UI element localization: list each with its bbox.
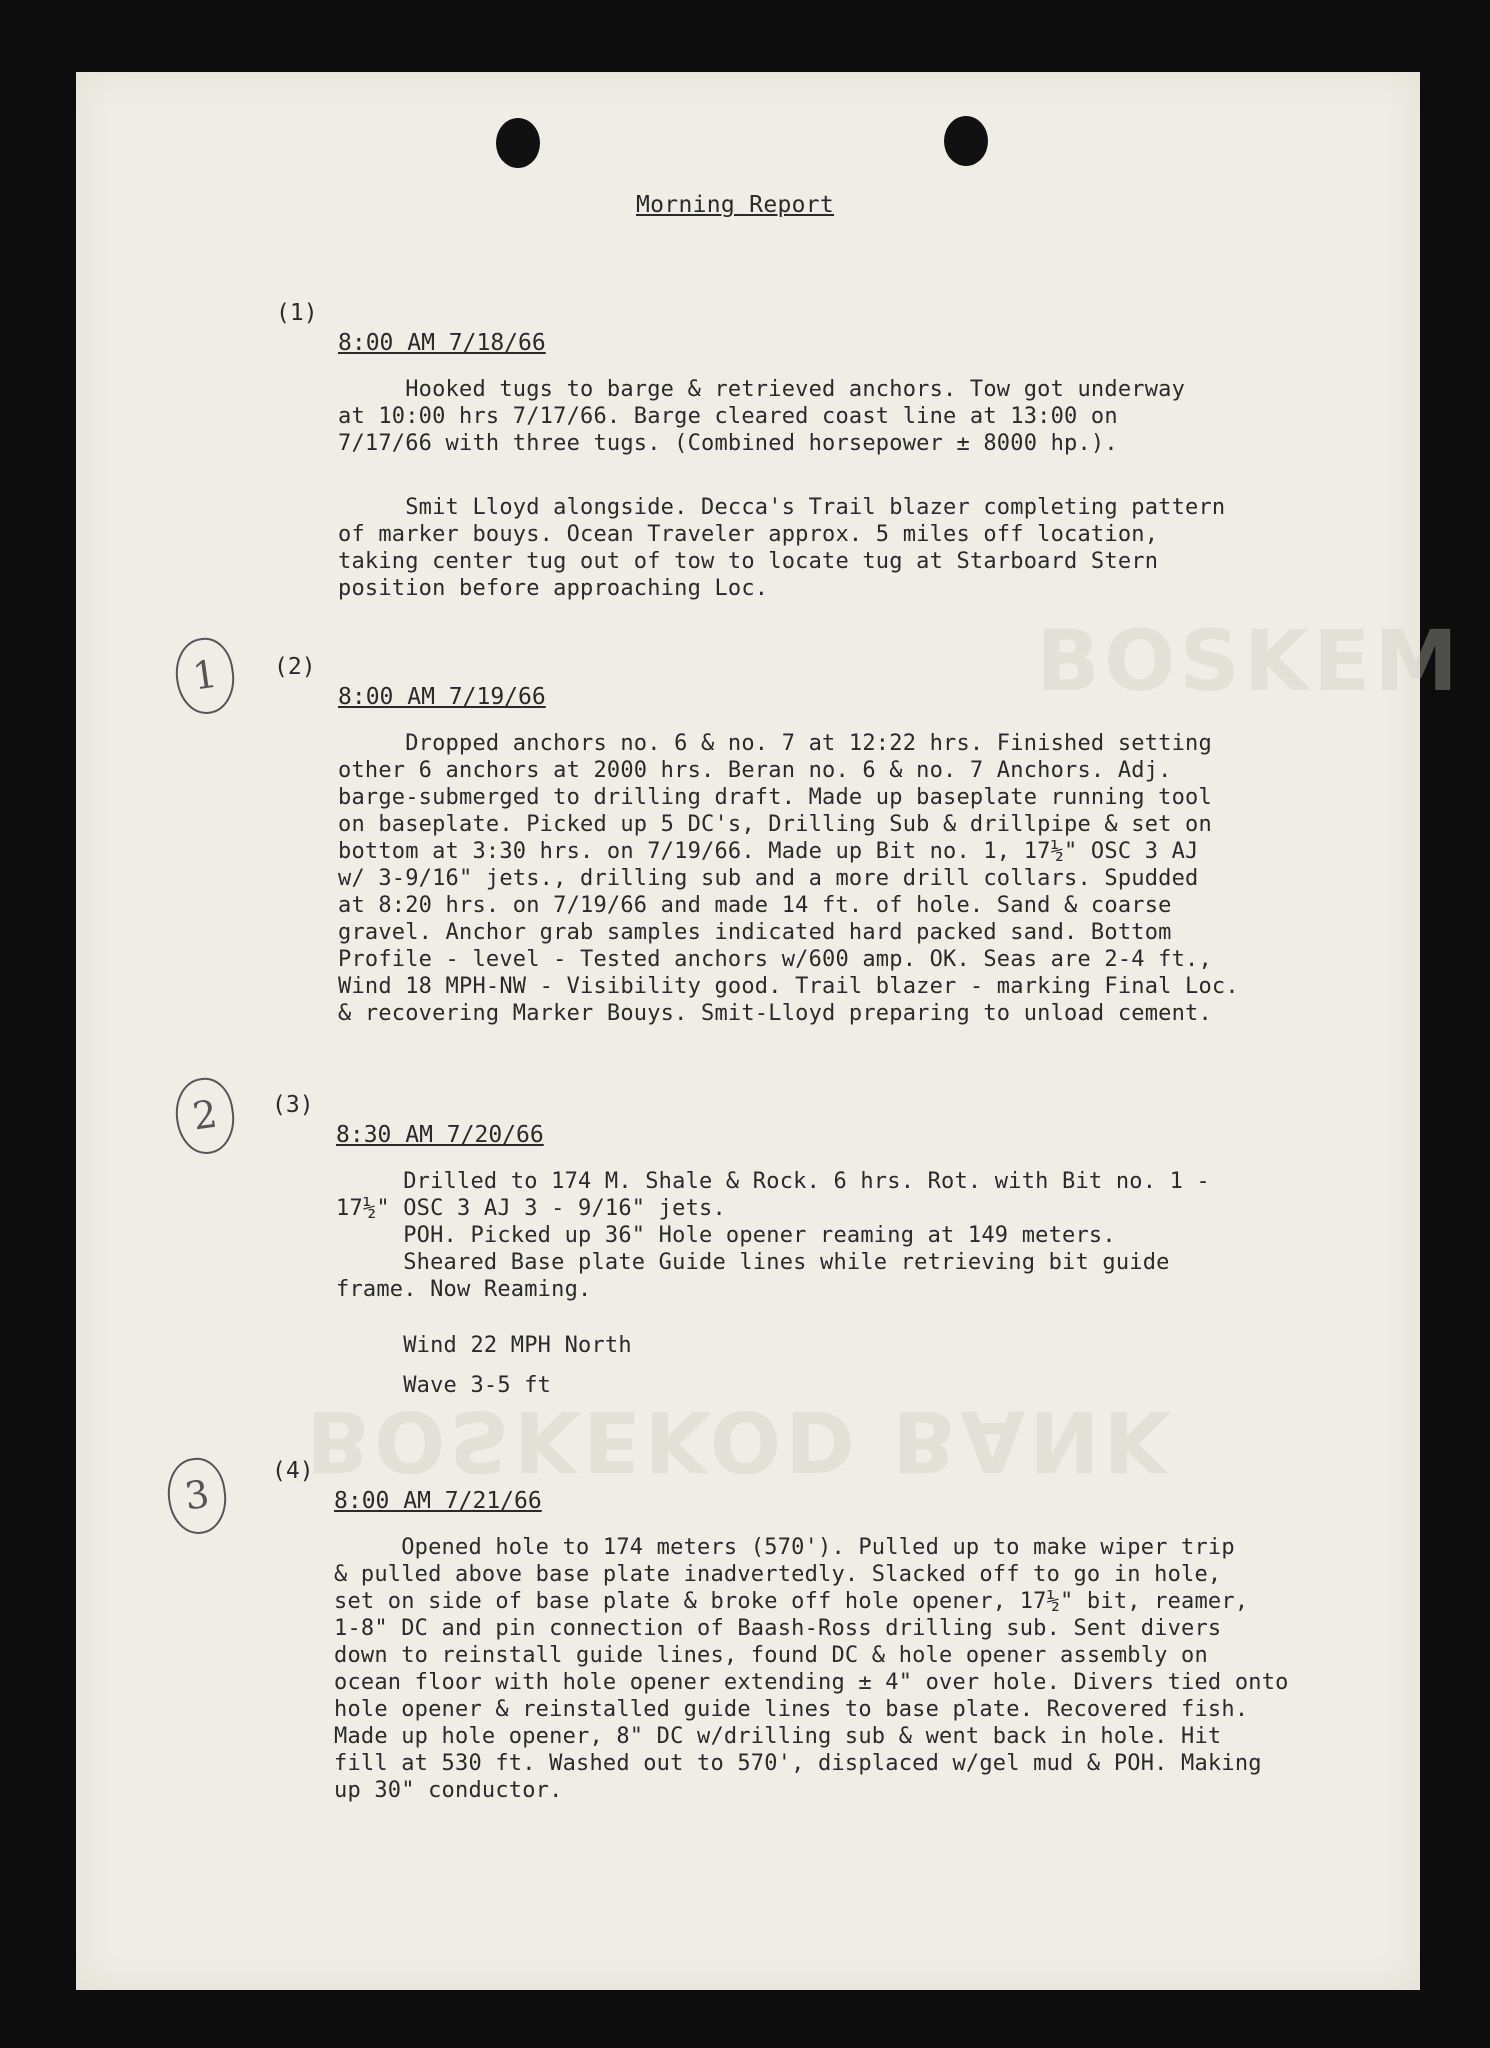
entry-date: 8:30 AM 7/20/66 bbox=[336, 1122, 544, 1148]
entry-date: 8:00 AM 7/18/66 bbox=[338, 330, 546, 356]
entry-paragraph: Drilled to 174 M. Shale & Rock. 6 hrs. Rot. with Bit no. 1 - 17½" OSC 3 AJ 3 - 9/16" jets. POH. Picked up 36" Hole opener reaming at 149 meters. Sheared Base plate Guide lines while retrieving bit guide frame. Now Reaming. bbox=[336, 1169, 1210, 1302]
entry-date: 8:00 AM 7/19/66 bbox=[338, 684, 546, 710]
entry-paragraph: Wave 3-5 ft bbox=[336, 1373, 552, 1398]
entry-paragraph: Opened hole to 174 meters (570'). Pulled up to make wiper trip & pulled above base plate inadvertedly. Slacked off to go in hole, set on side of base plate & broke off hole opener, 17½" bit, reamer, 1-8" DC and pin connection of Baash-Ross drilling sub. Sent divers down to reinstall guide lines, found DC & hole opener assembly on ocean floor with hole opener extending ± 4" over hole. Divers tied onto hole opener & reinstalled guide lines to base plate. Recovered fish. Made up hole opener, 8" DC w/drilling sub & went back in hole. Hit fill at 530 ft. Washed out to 570', displaced w/gel mud & POH. Making up 30" conductor. bbox=[334, 1535, 1289, 1803]
handwritten-circle-number: 2 bbox=[171, 1074, 239, 1157]
entry-number: (3) bbox=[272, 1092, 314, 1118]
entry-date: 8:00 AM 7/21/66 bbox=[334, 1488, 542, 1514]
punch-hole-right bbox=[944, 116, 988, 166]
entry-number: (1) bbox=[276, 300, 318, 326]
handwritten-circle-number: 3 bbox=[163, 1454, 231, 1537]
entry-paragraph: Dropped anchors no. 6 & no. 7 at 12:22 hrs. Finished setting other 6 anchors at 2000 hrs. Beran no. 6 & no. 7 Anchors. Adj. barge-submerged to drilling draft. Made up baseplate running tool on baseplate. Picked up 5 DC's, Drilling Sub & drillpipe & set on bottom at 3:30 hrs. on 7/19/66. Made up Bit no. 1, 17½" OSC 3 AJ w/ 3-9/16" jets., drilling sub and a more drill collars. Spudded at 8:20 hrs. on 7/19/66 and made 14 ft. of hole. Sand & coarse gravel. Anchor grab samples indicated hard packed sand. Bottom Profile - level - Tested anchors w/600 amp. OK. Seas are 2-4 ft., Wind 18 MPH-NW - Visibility good. Trail blazer - marking Final Loc. & recovering Marker Bouys. Smit-Lloyd preparing to unload cement. bbox=[338, 731, 1239, 1026]
entry-paragraph: Smit Lloyd alongside. Decca's Trail blazer completing pattern of marker bouys. Ocean Traveler approx. 5 miles off location, taking center tug out of tow to locate tug at Starboard Stern position before approaching Loc. bbox=[338, 495, 1226, 601]
watermark-bottom: BOSKEKOD BANK bbox=[306, 1392, 1173, 1490]
watermark-top: BOSKEM bbox=[1036, 612, 1462, 710]
entry-number: (2) bbox=[274, 654, 316, 680]
entry-paragraph: Hooked tugs to barge & retrieved anchors. Tow got underway at 10:00 hrs 7/17/66. Barge cleared coast line at 13:00 on 7/17/66 with three tugs. (Combined horsepower ± 8000 hp.). bbox=[338, 377, 1186, 456]
document-page bbox=[76, 72, 1462, 1990]
handwritten-circle-number: 1 bbox=[171, 634, 239, 717]
punch-hole-left bbox=[496, 118, 540, 168]
entry-number: (4) bbox=[272, 1458, 314, 1484]
page-title: Morning Report bbox=[636, 192, 835, 218]
entry-paragraph: Wind 22 MPH North bbox=[336, 1333, 632, 1358]
